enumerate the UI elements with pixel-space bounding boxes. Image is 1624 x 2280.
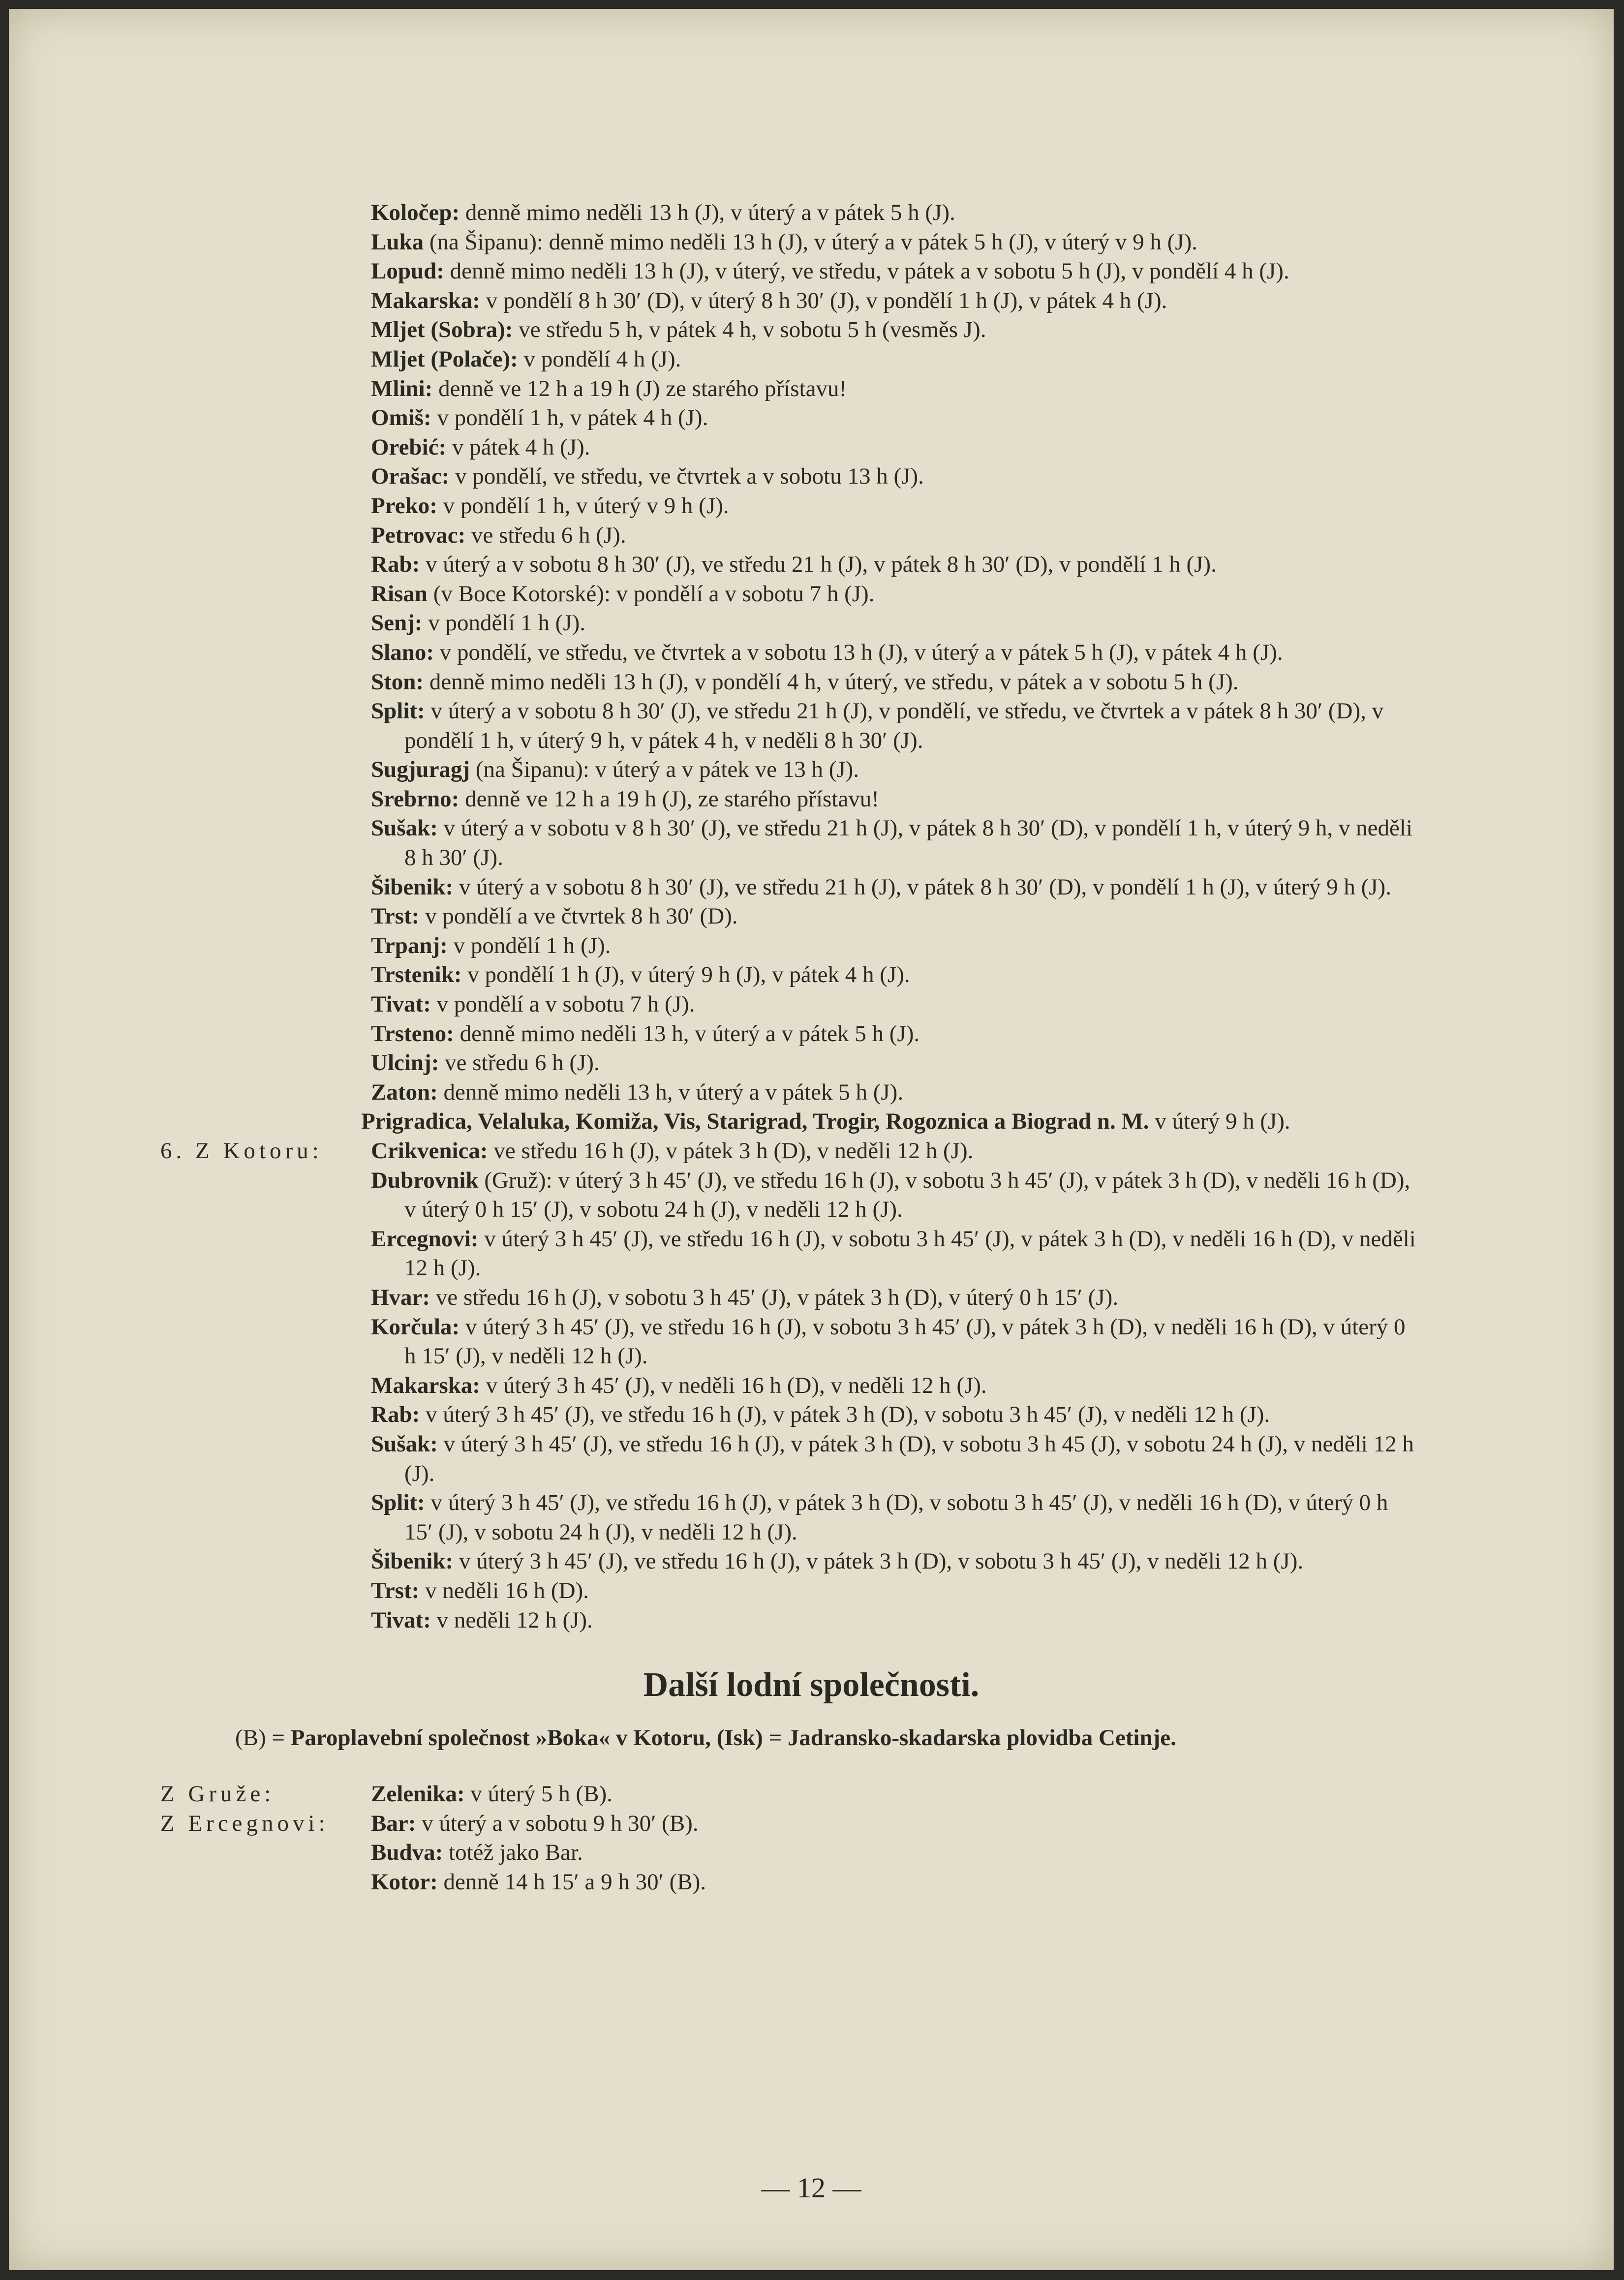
schedule-text: v úterý 3 h 45′ (J), ve středu 16 h (J), v pátek 3 h (D), v sobotu 3 h 45′ (J), v neděli 12 h (J). [453, 1548, 1304, 1574]
entry-ercegnovi-budva [9, 1838, 1419, 1868]
schedule-text: v pondělí 4 h (J). [518, 346, 681, 372]
entry-split [9, 697, 1419, 755]
schedule-text: ve středu 16 h (J), v sobotu 3 h 45′ (J), v pátek 3 h (D), v úterý 0 h 15′ (J). [430, 1284, 1119, 1310]
place-name: Trstenik: [371, 962, 462, 988]
place-name: Hvar: [371, 1284, 430, 1310]
entry-kotor-ercegnovi [9, 1225, 1419, 1283]
place-name: Risan [371, 581, 428, 607]
entry-preko [9, 492, 1419, 521]
entry-kotor-crikvenica [9, 1137, 1419, 1166]
entry-makarska [9, 286, 1419, 316]
schedule-text: v pondělí 1 h, v pátek 4 h (J). [431, 405, 708, 431]
place-name: Makarska: [371, 287, 480, 313]
place-name: Trst: [371, 1577, 420, 1603]
place-name: Ercegnovi: [371, 1226, 479, 1252]
place-name: Korčula: [371, 1314, 460, 1340]
place-name: Kotor: [371, 1869, 438, 1895]
schedule-text: v úterý 9 h (J). [1149, 1109, 1290, 1135]
place-name: Orebić: [371, 434, 447, 460]
place-name: Luka [371, 229, 424, 255]
schedule-text: v pondělí, ve středu, ve čtvrtek a v sobotu 13 h (J), v úterý a v pátek 5 h (J), v pátek 4 h (J). [434, 639, 1283, 665]
schedule-text: (v Boce Kotorské): v pondělí a v sobotu 7 h (J). [427, 581, 875, 607]
schedule-text: denně mimo neděli 13 h (J), v pondělí 4 h, v úterý, ve středu, v pátek a v sobotu 5 h (J). [424, 669, 1239, 695]
page-number: — 12 — [761, 2172, 861, 2204]
entry-sugjuragj [9, 755, 1419, 785]
place-name: Sugjuragj [371, 757, 470, 783]
legend-line [9, 1721, 1614, 1755]
schedule-text: v úterý 3 h 45′ (J), ve středu 16 h (J), v pátek 3 h (D), v sobotu 3 h 45 (J), v sobotu 24 h (J), v neděli 12 h (J). [404, 1431, 1414, 1486]
schedule-text: v úterý 3 h 45′ (J), v neděli 16 h (D), v neděli 12 h (J). [480, 1372, 987, 1398]
legend-b-name: Paroplavební společnost »Boka« v Kotoru, [290, 1725, 711, 1751]
schedule-text: denně mimo neděli 13 h (J), v úterý a v pátek 5 h (J). [460, 200, 955, 225]
entry-kotor-korcula [9, 1313, 1419, 1371]
place-name: Slano: [371, 639, 434, 665]
schedule-text: ve středu 6 h (J). [439, 1050, 600, 1076]
entry-kotor-dubrovnik [9, 1166, 1419, 1225]
schedule-text: denně 14 h 15′ a 9 h 30′ (B). [437, 1869, 706, 1895]
entry-ercegnovi-kotor [9, 1868, 1419, 1897]
schedule-text: v pondělí 8 h 30′ (D), v úterý 8 h 30′ (J), v pondělí 1 h (J), v pátek 4 h (J). [480, 287, 1167, 313]
place-name: Zelenika: [371, 1781, 465, 1807]
place-name: Makarska: [371, 1372, 480, 1398]
entry-trst [9, 902, 1419, 931]
schedule-text: ve středu 6 h (J). [465, 522, 626, 548]
place-name: Trpanj: [371, 932, 448, 958]
schedule-text: v úterý a v sobotu v 8 h 30′ (J), ve středu 21 h (J), v pátek 8 h 30′ (D), v pondělí 1 h, v úterý 9 h, v neděli 8 h 30′ (J). [404, 815, 1413, 871]
place-name: Preko: [371, 493, 437, 519]
entry-susak [9, 814, 1419, 872]
entry-kotor-trst [9, 1576, 1419, 1606]
schedule-text: v neděli 16 h (D). [419, 1577, 589, 1603]
place-name: Zaton: [371, 1079, 438, 1105]
legend-b-code: (B) [235, 1725, 266, 1751]
timetable-content [9, 198, 1614, 1897]
entry-omis [9, 403, 1419, 433]
place-name: Crikvenica: [371, 1138, 488, 1164]
schedule-text: v úterý a v sobotu 8 h 30′ (J), ve středu 21 h (J), v pátek 8 h 30′ (D), v pondělí 1 h (J). [420, 552, 1217, 578]
entry-luka [9, 228, 1419, 257]
entry-rab [9, 550, 1419, 580]
place-name: Šibenik: [371, 1548, 454, 1574]
schedule-text: ve středu 16 h (J), v pátek 3 h (D), v neděli 12 h (J). [488, 1138, 974, 1164]
entry-lopud [9, 257, 1419, 286]
kotor-section [9, 1137, 1614, 1635]
place-name: Split: [371, 698, 425, 724]
place-name: Mlini: [371, 375, 433, 401]
schedule-text: denně ve 12 h a 19 h (J), ze starého přístavu! [459, 786, 879, 812]
place-name: Tivat: [371, 991, 431, 1017]
schedule-text: v pondělí 1 h (J). [447, 932, 611, 958]
schedule-text: denně mimo neděli 13 h, v úterý a v pátek 5 h (J). [454, 1020, 920, 1047]
place-name: Srebrno: [371, 786, 460, 812]
schedule-text: (Gruž): v úterý 3 h 45′ (J), ve středu 16 h (J), v sobotu 3 h 45′ (J), v pátek 3 h (D), v neděli 16 h (D), v úterý 0 h 15′ (J), v sobotu 24 h (J), v neděli 12 h (J). [404, 1167, 1410, 1223]
entry-petrovac [9, 521, 1419, 551]
other-lines-section [9, 1780, 1614, 1897]
place-name: Lopud: [371, 258, 444, 284]
place-name: Rab: [371, 552, 420, 578]
section-label-ercegnovi: Z Ercegnovi: [160, 1810, 329, 1836]
schedule-text: v neděli 12 h (J). [430, 1607, 593, 1633]
entry-ulcinj [9, 1048, 1419, 1078]
schedule-text: v úterý a v sobotu 9 h 30′ (B). [416, 1810, 699, 1836]
entry-trpanj [9, 931, 1419, 961]
entry-kotor-makarska [9, 1371, 1419, 1401]
schedule-text: v pondělí 1 h (J). [422, 610, 586, 636]
place-name: Budva: [371, 1840, 443, 1866]
entry-orasac [9, 462, 1419, 492]
place-name: Sušak: [371, 1431, 438, 1457]
entry-kotor-tivat [9, 1606, 1419, 1635]
schedule-text: (na Šipanu): v úterý a v pátek ve 13 h (J). [470, 757, 859, 783]
schedule-text: v pátek 4 h (J). [446, 434, 590, 460]
entry-kotor-hvar [9, 1283, 1419, 1313]
schedule-text: denně mimo neděli 13 h (J), v úterý, ve středu, v pátek a v sobotu 5 h (J), v pondělí 4 h (J). [444, 258, 1289, 284]
place-name: Petrovac: [371, 522, 466, 548]
entry-kotor-susak [9, 1430, 1419, 1488]
section-label-kotor: 6. Z Kotoru: [160, 1138, 323, 1164]
entry-kotor-split [9, 1488, 1419, 1547]
place-name: Ston: [371, 669, 424, 695]
schedule-text: totéž jako Bar. [443, 1840, 583, 1866]
schedule-text: ve středu 5 h, v pátek 4 h, v sobotu 5 h (vesměs J). [513, 317, 986, 343]
schedule-text: (na Šipanu): denně mimo neděli 13 h (J), v úterý a v pátek 5 h (J), v úterý v 9 h (J). [424, 229, 1197, 255]
entry-gruze-zelenika [9, 1780, 1419, 1809]
legend-equals: = [266, 1725, 291, 1751]
entry-mljet-sobra [9, 315, 1419, 345]
schedule-text: v pondělí, ve středu, ve čtvrtek a v sobotu 13 h (J). [449, 463, 924, 490]
entry-srebrno [9, 785, 1419, 814]
schedule-text: v úterý 3 h 45′ (J), ve středu 16 h (J), v sobotu 3 h 45′ (J), v pátek 3 h (D), v neděli 16 h (D), v neděli 12 h (J). [404, 1226, 1416, 1281]
place-name: Trsteno: [371, 1020, 454, 1047]
legend-isk-code: (Isk) [711, 1725, 763, 1751]
schedule-text: v úterý a v sobotu 8 h 30′ (J), ve středu 21 h (J), v pátek 8 h 30′ (D), v pondělí 1 h (J), v úterý 9 h (J). [453, 874, 1391, 900]
place-name: Trst: [371, 903, 420, 929]
entry-zaton [9, 1078, 1419, 1108]
schedule-text: v úterý 3 h 45′ (J), ve středu 16 h (J), v sobotu 3 h 45′ (J), v pátek 3 h (D), v neděli 16 h (D), v úterý 0 h 15′ (J), v neděli 12 h (J). [404, 1314, 1406, 1369]
place-name: Omiš: [371, 405, 431, 431]
schedule-text: v pondělí a v sobotu 7 h (J). [430, 991, 695, 1017]
place-name: Bar: [371, 1810, 416, 1836]
place-name: Orašac: [371, 463, 450, 490]
destinations-list-a [9, 198, 1614, 1137]
entry-kotor-sibenik [9, 1547, 1419, 1576]
entry-ston [9, 668, 1419, 697]
schedule-text: v úterý 3 h 45′ (J), ve středu 16 h (J), v pátek 3 h (D), v sobotu 3 h 45′ (J), v neděli 12 h (J). [420, 1402, 1270, 1428]
entry-kolocep [9, 198, 1419, 228]
place-name: Sušak: [371, 815, 438, 841]
entry-prigradica-group [9, 1107, 1409, 1137]
legend-equals: = [763, 1725, 788, 1751]
place-name: Šibenik: [371, 874, 454, 900]
entry-mljet-polace [9, 345, 1419, 374]
place-name: Mljet (Sobra): [371, 317, 513, 343]
entry-trstenik [9, 960, 1419, 990]
entry-ercegnovi-bar [9, 1809, 1419, 1839]
entry-trsteno [9, 1019, 1419, 1049]
schedule-text: denně mimo neděli 13 h, v úterý a v pátek 5 h (J). [437, 1079, 904, 1105]
place-name: Koločep: [371, 200, 460, 225]
entry-tivat [9, 990, 1419, 1019]
place-name: Dubrovnik [371, 1167, 479, 1193]
legend-isk-name: Jadransko-skadarska plovidba Cetinje. [787, 1725, 1176, 1751]
entry-orebic [9, 433, 1419, 462]
schedule-text: denně ve 12 h a 19 h (J) ze starého přístavu! [432, 375, 847, 401]
entry-kotor-rab [9, 1400, 1419, 1430]
entry-risan [9, 580, 1419, 609]
place-name: Prigradica, Velaluka, Komiža, Vis, Starigrad, Trogir, Rogoznica a Biograd n. M. [361, 1109, 1149, 1135]
place-name: Ulcinj: [371, 1050, 439, 1076]
place-name: Senj: [371, 610, 423, 636]
entry-senj [9, 609, 1419, 638]
entry-mlini [9, 374, 1419, 404]
schedule-text: v pondělí 1 h, v úterý v 9 h (J). [437, 493, 729, 519]
place-name: Tivat: [371, 1607, 431, 1633]
place-name: Mljet (Polače): [371, 346, 518, 372]
entry-slano [9, 638, 1419, 668]
section-heading: Další lodní společnosti. [643, 1666, 980, 1704]
schedule-text: v úterý a v sobotu 8 h 30′ (J), ve středu 21 h (J), v pondělí, ve středu, ve čtvrtek a v pátek 8 h 30′ (D), v pondělí 1 h, v úterý 9 h, v pátek 4 h, v neděli 8 h 30′ (J). [404, 698, 1384, 753]
section-label-gruze: Z Gruže: [160, 1781, 275, 1807]
entry-sibenik [9, 873, 1419, 902]
schedule-text: v úterý 3 h 45′ (J), ve středu 16 h (J), v pátek 3 h (D), v sobotu 3 h 45′ (J), v neděli 16 h (D), v úterý 0 h 15′ (J), v sobotu 24 h (J), v neděli 12 h (J). [404, 1490, 1388, 1545]
schedule-text: v pondělí 1 h (J), v úterý 9 h (J), v pátek 4 h (J). [461, 962, 910, 988]
schedule-text: v pondělí a ve čtvrtek 8 h 30′ (D). [419, 903, 738, 929]
place-name: Rab: [371, 1402, 420, 1428]
schedule-text: v úterý 5 h (B). [464, 1781, 613, 1807]
place-name: Split: [371, 1490, 425, 1516]
document-page [9, 9, 1614, 2270]
